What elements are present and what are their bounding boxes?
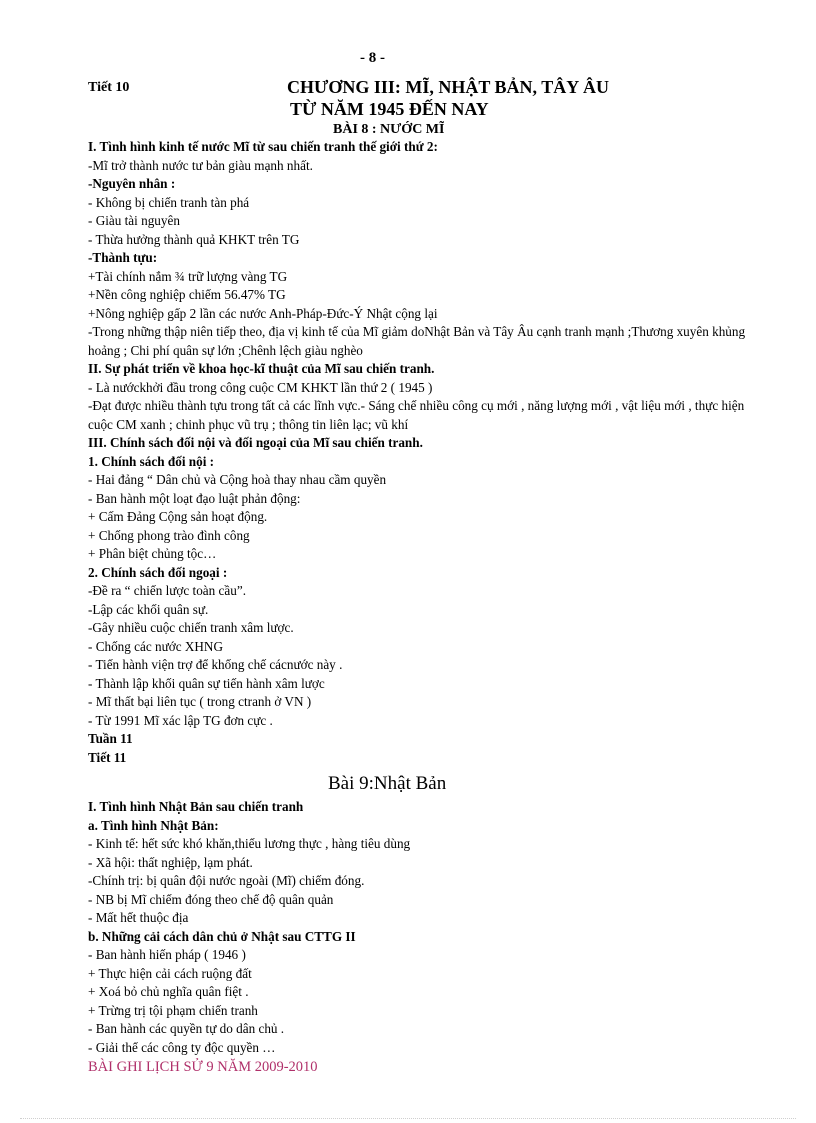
chapter-title-line1: CHƯƠNG III: MĨ, NHẬT BẢN, TÂY ÂU	[287, 77, 610, 97]
text-line: - Ban hành các quyền tự do dân chủ .	[88, 1021, 285, 1036]
text-line: - Ban hành một loạt đạo luật phản động:	[88, 490, 301, 506]
text-line: - Thành lập khối quân sự tiến hành xâm lược	[88, 675, 325, 691]
text-line: + Trừng trị tội phạm chiến tranh	[88, 1002, 258, 1018]
text-line: +Nền công nghiệp chiếm 56.47% TG	[88, 287, 286, 302]
text-paragraph: -Trong những thập niên tiếp theo, địa vị kinh tế của Mĩ giảm doNhật Bản và Tây Âu cạnh tranh mạnh ;Thương xuyên khủng hoảng ; Chi phí quân sự lớn ;Chênh lệch giàu nghèo	[88, 324, 746, 358]
text-line: + Thực hiện cải cách ruộng đất	[88, 965, 252, 981]
subheading: 2. Chính sách đối ngoại :	[88, 564, 228, 580]
text-line: + Phân biệt chủng tộc…	[88, 546, 217, 561]
subheading: 1. Chính sách đối nội :	[88, 453, 215, 469]
lesson-8-title: BÀI 8 : NƯỚC MĨ	[333, 122, 445, 137]
text-line: - Tiến hành viện trợ để khống chế cácnước này .	[88, 657, 343, 672]
text-line: - Là nướckhởi đầu trong công cuộc CM KHKT lần thứ 2 ( 1945 )	[88, 379, 433, 395]
notes-body	[88, 138, 758, 1057]
text-line: - Ban hành hiến pháp ( 1946 )	[88, 947, 246, 962]
week-label: Tuần 11	[88, 731, 133, 746]
page-footer: BÀI GHI LỊCH SỬ 9 NĂM 2009-2010	[88, 1059, 318, 1075]
text-line: - Kinh tế: hết sức khó khăn,thiếu lương thực , hàng tiêu dùng	[88, 836, 411, 851]
text-line: -Đề ra “ chiến lược toàn cầu”.	[88, 583, 246, 598]
period-label: Tiết 11	[88, 749, 127, 765]
text-line: - Thừa hưởng thành quả KHKT trên TG	[88, 231, 300, 247]
text-line: -Mĩ trở thành nước tư bản giàu mạnh nhất.	[88, 157, 313, 173]
text-line: +Tài chính nắm ¾ trữ lượng vàng TG	[88, 268, 288, 284]
section-heading: III. Chính sách đối nội và đối ngoại của Mĩ sau chiến tranh.	[88, 435, 423, 450]
subheading: a. Tình hình Nhật Bản:	[88, 817, 219, 833]
text-line: - Mất hết thuộc địa	[88, 910, 189, 925]
text-line: - Giải thể các công ty độc quyền …	[88, 1039, 276, 1055]
section-heading: I. Tình hình kinh tế nước Mĩ từ sau chiến tranh thế giới thứ 2:	[88, 139, 438, 154]
text-line: - NB bị Mĩ chiếm đóng theo chế độ quân quản	[88, 891, 334, 907]
text-line: + Xoá bỏ chủ nghĩa quân fiệt .	[88, 984, 249, 999]
lesson-9-title: Bài 9:Nhật Bản	[328, 773, 447, 794]
text-line: -Chính trị: bị quân đội nước ngoài (Mĩ) chiếm đóng.	[88, 873, 365, 888]
text-line: - Giàu tài nguyên	[88, 213, 180, 228]
text-line: -Lập các khối quân sự.	[88, 601, 209, 617]
text-line: - Mĩ thất bại liên tục ( trong ctranh ở VN )	[88, 694, 312, 709]
text-line: - Xã hội: thất nghiệp, lạm phát.	[88, 854, 253, 870]
text-paragraph: -Đạt được nhiều thành tựu trong tất cả các lĩnh vực.- Sáng chế nhiều công cụ mới , năng lượng mới , vật liệu mới , thực hiện cuộc CM xanh ; chinh phục vũ trụ ; thông tin liên lạc; vũ khí	[88, 398, 745, 432]
period-label: Tiết 10	[88, 80, 130, 95]
text-line: - Từ 1991 Mĩ xác lập TG đơn cực .	[88, 712, 273, 728]
text-line: + Chống phong trào đình công	[88, 527, 250, 543]
subheading: -Nguyên nhân :	[88, 176, 176, 191]
section-heading: II. Sự phát triển về khoa học-kĩ thuật của Mĩ sau chiến tranh.	[88, 361, 435, 376]
page-divider	[20, 1118, 796, 1119]
text-line: +Nông nghiệp gấp 2 lần các nước Anh-Pháp-Đức-Ý Nhật cộng lại	[88, 305, 438, 321]
subheading: -Thành tựu:	[88, 250, 158, 265]
text-line: - Không bị chiến tranh tàn phá	[88, 194, 250, 210]
chapter-title-line2: TỪ NĂM 1945 ĐẾN NAY	[290, 99, 489, 119]
text-line: - Hai đảng “ Dân chủ và Cộng hoà thay nhau cầm quyền	[88, 472, 387, 487]
text-line: - Chống các nước XHNG	[88, 638, 223, 654]
subheading: b. Những cải cách dân chủ ở Nhật sau CTTG II	[88, 928, 356, 944]
text-line: -Gây nhiều cuộc chiến tranh xâm lược.	[88, 620, 294, 635]
text-line: + Cấm Đảng Cộng sản hoạt động.	[88, 509, 268, 524]
section-heading: I. Tình hình Nhật Bản sau chiến tranh	[88, 799, 304, 814]
page-number: - 8 -	[360, 50, 385, 66]
